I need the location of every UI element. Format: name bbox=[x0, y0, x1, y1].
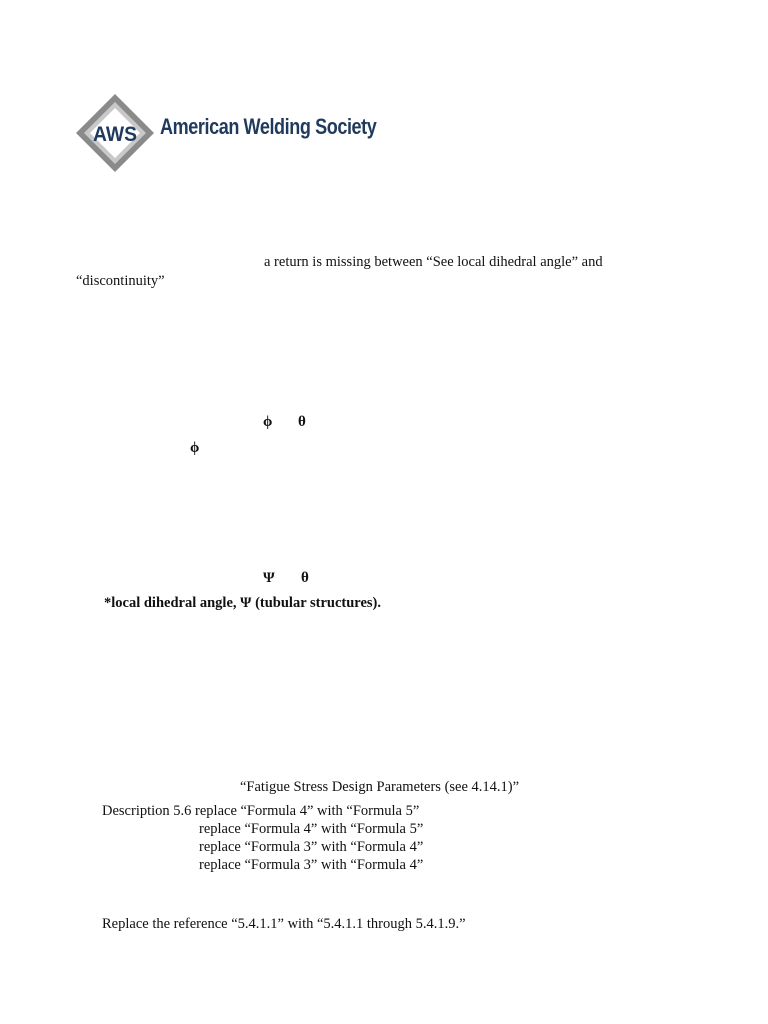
replacement-line-2: replace “Formula 4” with “Formula 5” bbox=[199, 821, 424, 837]
theta-symbol-2: θ bbox=[301, 570, 309, 586]
aws-diamond-icon bbox=[74, 92, 156, 174]
aws-logo bbox=[74, 92, 377, 174]
replacement-line-3: replace “Formula 3” with “Formula 4” bbox=[199, 839, 424, 855]
return-missing-note-line2: “discontinuity” bbox=[76, 273, 165, 289]
aws-mark-text: AWS bbox=[93, 123, 137, 146]
phi-symbol-2: ϕ bbox=[190, 440, 200, 456]
replacement-line-4: replace “Formula 3” with “Formula 4” bbox=[199, 857, 424, 873]
reference-replacement-note: Replace the reference “5.4.1.1” with “5.4.1.1 through 5.4.1.9.” bbox=[102, 916, 466, 932]
theta-symbol: θ bbox=[298, 414, 306, 430]
psi-symbol: Ψ bbox=[263, 570, 275, 586]
replacement-line-1: Description 5.6 replace “Formula 4” with “Formula 5” bbox=[102, 803, 420, 819]
return-missing-note-line1: a return is missing between “See local dihedral angle” and bbox=[264, 254, 603, 270]
dihedral-angle-definition: *local dihedral angle, Ψ (tubular structures). bbox=[104, 595, 382, 611]
phi-symbol: ϕ bbox=[263, 414, 273, 430]
fatigue-section-title: “Fatigue Stress Design Parameters (see 4.14.1)” bbox=[240, 779, 520, 795]
aws-name: American Welding Society bbox=[160, 114, 377, 139]
